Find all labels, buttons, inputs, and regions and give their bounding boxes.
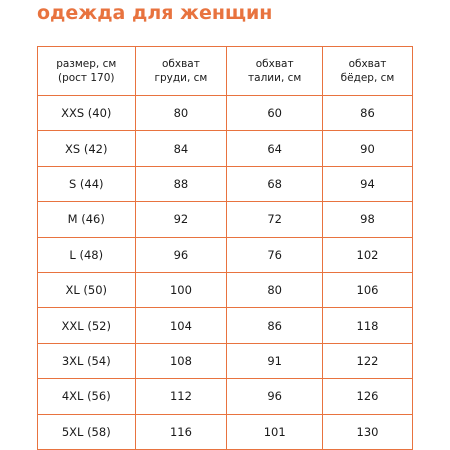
cell-hips: 94 [323,166,413,201]
cell-hips: 126 [323,379,413,414]
cell-hips: 106 [323,272,413,307]
header-size: размер, см (рост 170) [38,47,136,96]
cell-hips: 130 [323,414,413,449]
cell-size: 4XL (56) [38,379,136,414]
table-row [38,272,413,307]
cell-waist: 68 [227,166,323,201]
cell-size: XS (42) [38,131,136,166]
table-row [38,237,413,272]
cell-chest: 112 [135,379,227,414]
header-chest: обхват груди, см [135,47,227,96]
table-row [38,202,413,237]
cell-hips: 102 [323,237,413,272]
cell-chest: 88 [135,166,227,201]
cell-hips: 90 [323,131,413,166]
cell-chest: 108 [135,343,227,378]
cell-waist: 76 [227,237,323,272]
cell-size: XL (50) [38,272,136,307]
cell-size: L (48) [38,237,136,272]
table-row [38,96,413,131]
table-row [38,343,413,378]
cell-chest: 80 [135,96,227,131]
cell-chest: 92 [135,202,227,237]
cell-chest: 96 [135,237,227,272]
cell-size: XXS (40) [38,96,136,131]
table-header-row [38,47,413,96]
cell-waist: 80 [227,272,323,307]
cell-size: 3XL (54) [38,343,136,378]
cell-chest: 84 [135,131,227,166]
table-body [38,96,413,450]
table-row [38,131,413,166]
cell-hips: 122 [323,343,413,378]
page-title: одежда для женщин [37,2,273,24]
cell-size: XXL (52) [38,308,136,343]
table-row [38,379,413,414]
cell-size: M (46) [38,202,136,237]
cell-hips: 98 [323,202,413,237]
cell-hips: 118 [323,308,413,343]
table-row [38,414,413,449]
cell-chest: 104 [135,308,227,343]
table-row [38,308,413,343]
cell-waist: 101 [227,414,323,449]
cell-waist: 64 [227,131,323,166]
cell-waist: 91 [227,343,323,378]
size-table [37,46,413,450]
cell-waist: 60 [227,96,323,131]
cell-chest: 100 [135,272,227,307]
cell-hips: 86 [323,96,413,131]
cell-chest: 116 [135,414,227,449]
cell-waist: 96 [227,379,323,414]
table-row [38,166,413,201]
cell-waist: 72 [227,202,323,237]
header-hips: обхват бёдер, см [323,47,413,96]
cell-size: S (44) [38,166,136,201]
header-waist: обхват талии, см [227,47,323,96]
cell-waist: 86 [227,308,323,343]
cell-size: 5XL (58) [38,414,136,449]
